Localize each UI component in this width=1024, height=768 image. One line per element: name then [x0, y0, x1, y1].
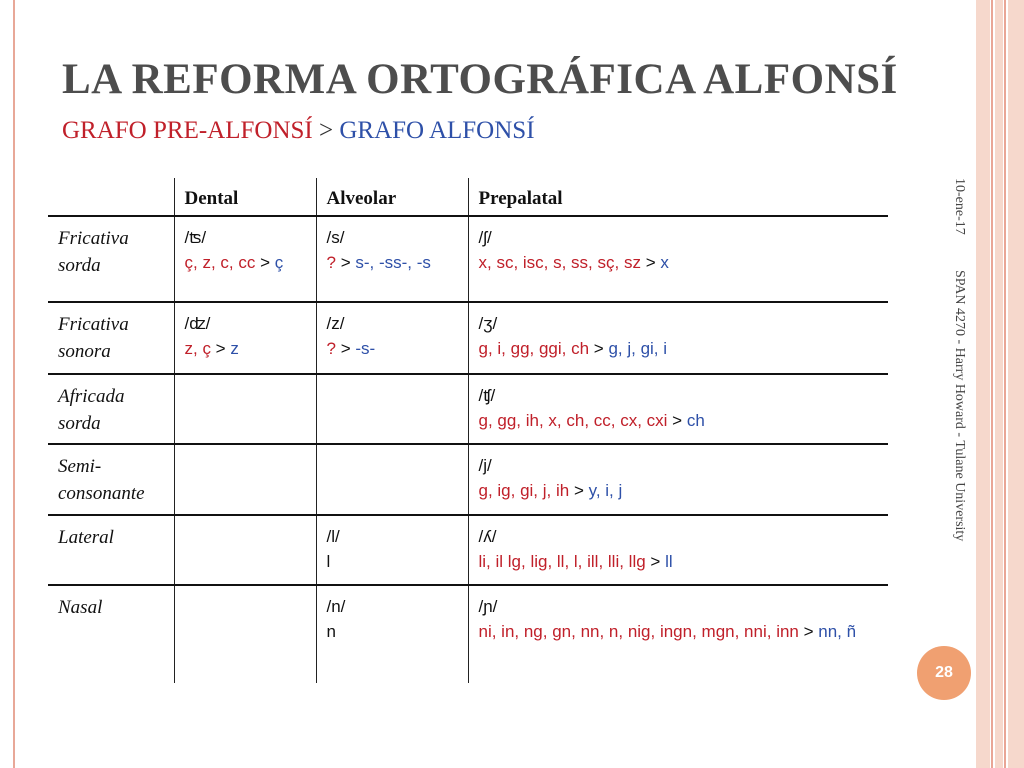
spelling-change: ç, z, c, cc > ç	[184, 253, 284, 272]
ipa-symbol: /j/	[478, 456, 492, 475]
cell-prepalatal	[468, 515, 888, 585]
ipa-symbol: /s/	[326, 228, 345, 247]
cell-dental	[174, 216, 316, 302]
table-header-row	[48, 178, 888, 216]
spelling-change: z, ç > z	[184, 339, 239, 358]
spelling-change: li, il lg, lig, ll, l, ill, lli, llg > ll	[478, 552, 673, 571]
table-row	[48, 216, 888, 302]
spelling-change: g, ig, gi, j, ih > y, i, j	[478, 481, 623, 500]
cell-alveolar	[316, 515, 468, 585]
row-label	[48, 585, 174, 683]
subtitle-pre-alfonsi: GRAFO PRE-ALFONSÍ	[62, 117, 313, 144]
ipa-symbol: /z/	[326, 314, 345, 333]
header-alveolar: Alveolar	[316, 178, 468, 216]
ipa-symbol: /ɲ/	[478, 597, 498, 616]
cell-dental	[174, 444, 316, 515]
cell-dental	[174, 585, 316, 683]
header-empty	[48, 178, 174, 216]
header-prepalatal: Prepalatal	[468, 178, 888, 216]
row-label	[48, 444, 174, 515]
slide-date: 10-ene-17	[952, 178, 967, 235]
row-label-text: Fricativa sonora	[58, 314, 129, 362]
right-decorative-border	[976, 0, 1024, 768]
table-row	[48, 585, 888, 683]
cell-prepalatal	[468, 302, 888, 374]
cell-alveolar	[316, 585, 468, 683]
subtitle-alfonsi: GRAFO ALFONSÍ	[339, 117, 535, 144]
ipa-symbol: /ʧ/	[478, 386, 496, 405]
cell-alveolar	[316, 216, 468, 302]
phoneme-orthography-table	[48, 178, 888, 683]
page-number-badge: 28	[917, 646, 971, 700]
row-label	[48, 515, 174, 585]
ipa-symbol: /ʎ/	[478, 527, 497, 546]
ipa-symbol: /ʦ/	[184, 228, 207, 247]
row-label	[48, 216, 174, 302]
spelling-change: g, i, gg, ggi, ch > g, j, gi, i	[478, 339, 668, 358]
row-label-text: Semi- consonante	[58, 456, 145, 504]
table-row	[48, 515, 888, 585]
ipa-symbol: /ʒ/	[478, 314, 498, 333]
table-row	[48, 302, 888, 374]
ipa-symbol: /n/	[326, 597, 346, 616]
spelling-change: ni, in, ng, gn, nn, n, nig, ingn, mgn, nni, inn > nn, ñ	[478, 622, 857, 641]
cell-alveolar	[316, 444, 468, 515]
cell-alveolar	[316, 374, 468, 444]
spelling-change: ? > -s-	[326, 339, 376, 358]
cell-prepalatal	[468, 216, 888, 302]
slide-credit: SPAN 4270 - Harry Howard - Tulane University	[952, 270, 967, 542]
row-label-text: Nasal	[58, 597, 103, 618]
spelling-change: g, gg, ih, x, ch, cc, cx, cxi > ch	[478, 411, 705, 430]
cell-dental	[174, 374, 316, 444]
cell-dental	[174, 515, 316, 585]
row-label-text: Fricativa sorda	[58, 228, 129, 276]
header-dental: Dental	[174, 178, 316, 216]
table-row	[48, 444, 888, 515]
cell-alveolar	[316, 302, 468, 374]
spelling-plain: n	[326, 622, 336, 641]
subtitle-separator: >	[312, 117, 340, 144]
cell-dental	[174, 302, 316, 374]
row-label	[48, 302, 174, 374]
row-label-text: Africada sorda	[58, 386, 125, 434]
cell-prepalatal	[468, 444, 888, 515]
cell-prepalatal	[468, 585, 888, 683]
spelling-change: ? > s-, -ss-, -s	[326, 253, 431, 272]
row-label-text: Lateral	[58, 527, 114, 548]
ipa-symbol: /l/	[326, 527, 340, 546]
slide-title: LA REFORMA ORTOGRÁFICA ALFONSÍ	[62, 56, 898, 103]
row-label	[48, 374, 174, 444]
spelling-change: x, sc, isc, s, ss, sç, sz > x	[478, 253, 669, 272]
cell-prepalatal	[468, 374, 888, 444]
ipa-symbol: /ʣ/	[184, 314, 211, 333]
slide-subtitle	[62, 117, 535, 145]
spelling-plain: l	[326, 552, 331, 571]
table-row	[48, 374, 888, 444]
ipa-symbol: /ʃ/	[478, 228, 492, 247]
left-decorative-rule	[13, 0, 15, 768]
